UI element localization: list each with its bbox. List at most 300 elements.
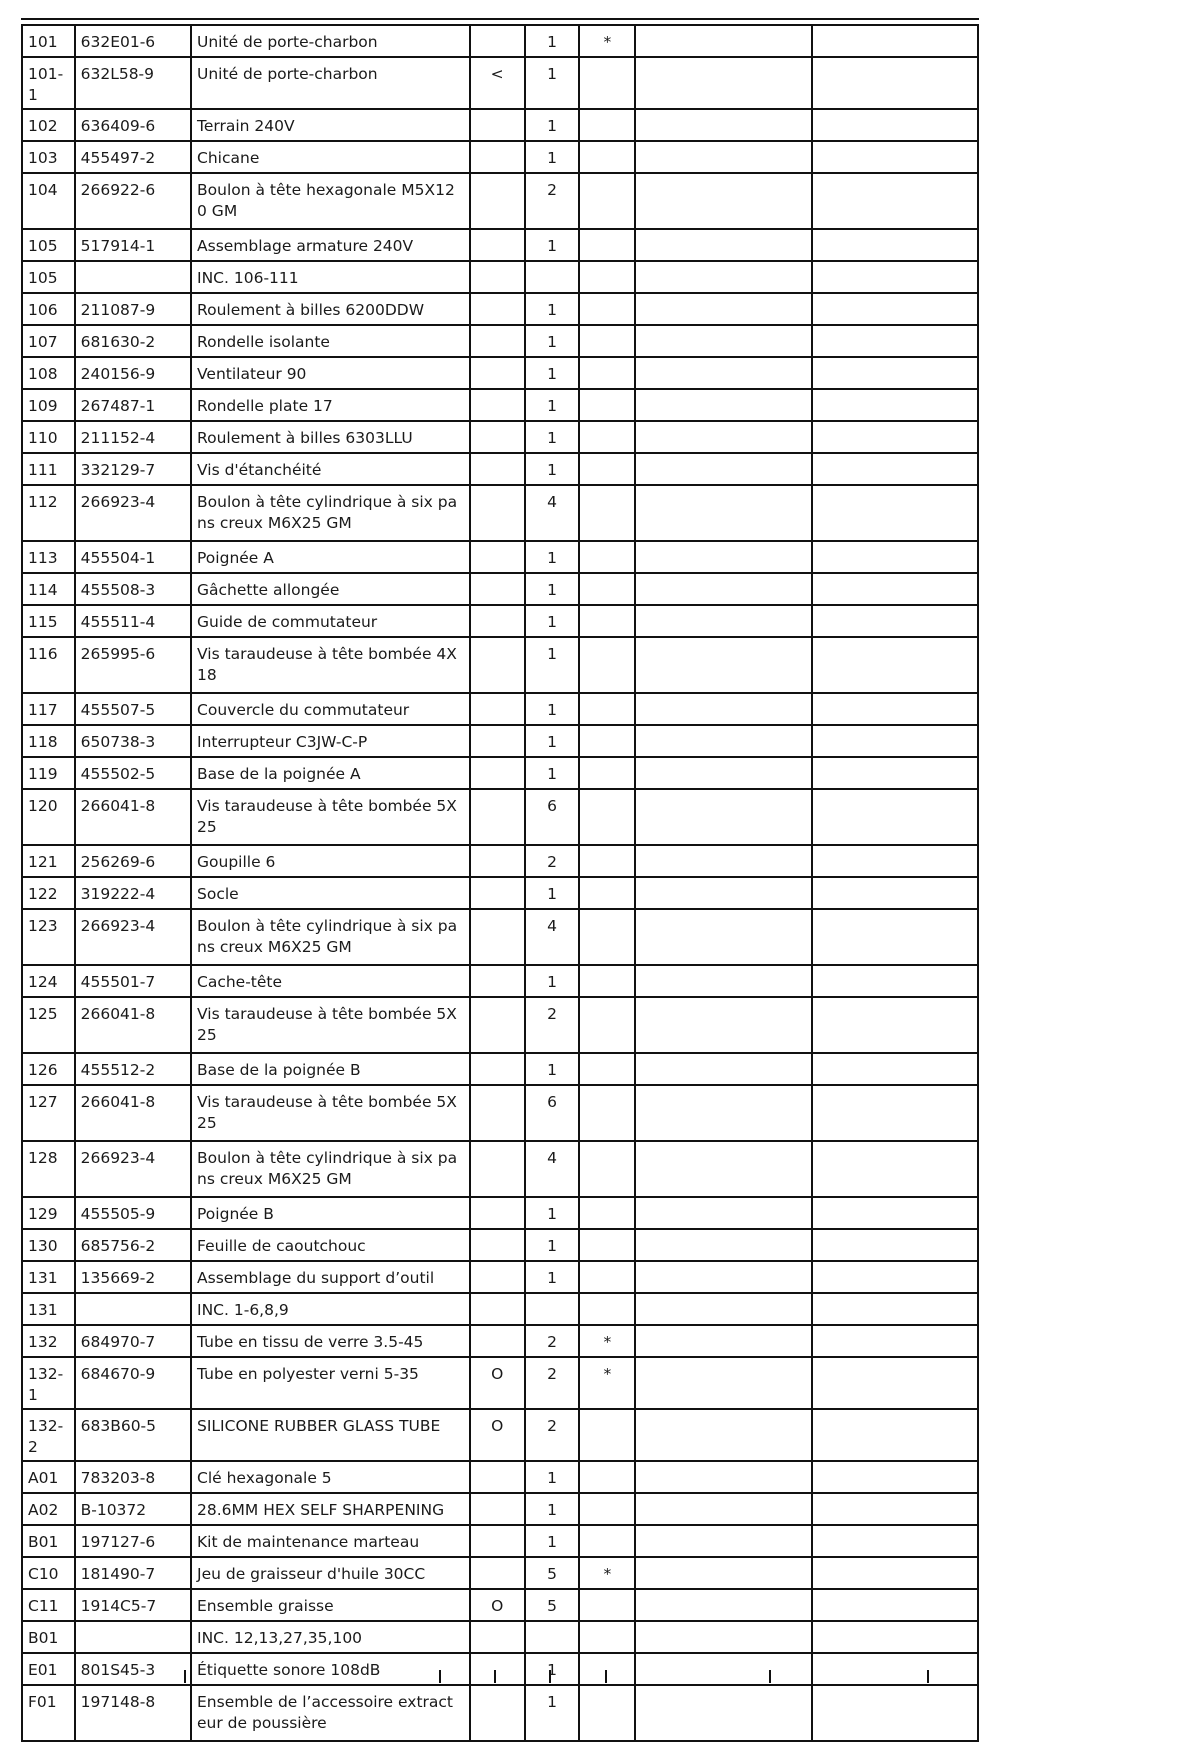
star-mark-cell [579,877,635,909]
table-row [22,109,978,141]
star-mark-cell [579,789,635,845]
empty-cell [635,421,812,453]
table-row [22,1197,978,1229]
quantity-cell: 2 [525,1357,580,1409]
part-number-cell: 455501-7 [75,965,191,997]
empty-cell [635,1525,812,1557]
item-number-cell: 130 [22,1229,75,1261]
empty-cell [812,389,978,421]
item-number-cell: 123 [22,909,75,965]
star-mark-cell [579,725,635,757]
description-cell: Chicane [191,141,470,173]
star-mark-cell [579,1621,635,1653]
empty-cell [812,1409,978,1461]
part-number-cell: 266041-8 [75,997,191,1053]
empty-cell [812,909,978,965]
part-number-cell: 455512-2 [75,1053,191,1085]
star-mark-cell [579,1493,635,1525]
empty-cell [635,25,812,57]
description-cell: Interrupteur C3JW-C-P [191,725,470,757]
note-mark-cell [470,693,525,725]
empty-cell [635,693,812,725]
empty-cell [812,1621,978,1653]
empty-cell [635,1053,812,1085]
quantity-cell: 1 [525,453,580,485]
table-row [22,229,978,261]
item-number-cell: 125 [22,997,75,1053]
item-number-cell: 128 [22,1141,75,1197]
description-cell: Ensemble de l’accessoire extract eur de poussière [191,1685,470,1741]
description-cell: SILICONE RUBBER GLASS TUBE [191,1409,470,1461]
note-mark-cell [470,453,525,485]
table-row [22,357,978,389]
note-mark-cell [470,357,525,389]
note-mark-cell [470,1461,525,1493]
star-mark-cell [579,293,635,325]
empty-cell [635,109,812,141]
quantity-cell: 2 [525,845,580,877]
description-cell: 28.6MM HEX SELF SHARPENING [191,1493,470,1525]
quantity-cell: 1 [525,25,580,57]
part-number-cell: 455505-9 [75,1197,191,1229]
note-mark-cell [470,997,525,1053]
note-mark-cell [470,1493,525,1525]
empty-cell [812,1197,978,1229]
note-mark-cell [470,325,525,357]
empty-cell [812,141,978,173]
note-mark-cell [470,1229,525,1261]
star-mark-cell: * [579,1357,635,1409]
empty-cell [635,1357,812,1409]
star-mark-cell [579,605,635,637]
star-mark-cell [579,997,635,1053]
item-number-cell: 118 [22,725,75,757]
empty-cell [635,485,812,541]
note-mark-cell [470,965,525,997]
item-number-cell: 115 [22,605,75,637]
item-number-cell: 120 [22,789,75,845]
table-row [22,1621,978,1653]
empty-cell [635,725,812,757]
empty-cell [812,57,978,109]
item-number-cell: 106 [22,293,75,325]
part-number-cell: 211087-9 [75,293,191,325]
empty-cell [812,845,978,877]
star-mark-cell [579,1085,635,1141]
table-row [22,1589,978,1621]
description-cell: Vis taraudeuse à tête bombée 5X 25 [191,1085,470,1141]
table-row [22,1525,978,1557]
empty-cell [812,1261,978,1293]
item-number-cell: 105 [22,229,75,261]
star-mark-cell [579,1197,635,1229]
part-number-cell: 684970-7 [75,1325,191,1357]
star-mark-cell [579,1293,635,1325]
table-row [22,173,978,229]
item-number-cell: 110 [22,421,75,453]
table-row [22,1261,978,1293]
table-row [22,1053,978,1085]
item-number-cell: B01 [22,1621,75,1653]
part-number-cell: 455502-5 [75,757,191,789]
item-number-cell: 131 [22,1261,75,1293]
empty-cell [812,1461,978,1493]
quantity-cell: 2 [525,1325,580,1357]
note-mark-cell: O [470,1589,525,1621]
star-mark-cell [579,173,635,229]
quantity-cell: 1 [525,109,580,141]
empty-cell [635,1409,812,1461]
note-mark-cell [470,1197,525,1229]
note-mark-cell [470,485,525,541]
star-mark-cell [579,1589,635,1621]
description-cell: INC. 12,13,27,35,100 [191,1621,470,1653]
quantity-cell: 1 [525,293,580,325]
item-number-cell: 101 [22,25,75,57]
description-cell: Gâchette allongée [191,573,470,605]
empty-cell [635,1293,812,1325]
description-cell: Unité de porte-charbon [191,25,470,57]
note-mark-cell [470,1085,525,1141]
part-number-cell: 256269-6 [75,845,191,877]
part-number-cell: 684670-9 [75,1357,191,1409]
quantity-cell: 2 [525,1409,580,1461]
note-mark-cell [470,421,525,453]
description-cell: Boulon à tête hexagonale M5X12 0 GM [191,173,470,229]
empty-cell [812,1493,978,1525]
table-row [22,637,978,693]
empty-cell [635,453,812,485]
table-row [22,421,978,453]
empty-cell [635,1621,812,1653]
item-number-cell: 127 [22,1085,75,1141]
part-number-cell: 181490-7 [75,1557,191,1589]
quantity-cell: 1 [525,637,580,693]
empty-cell [635,637,812,693]
description-cell: Boulon à tête cylindrique à six pa ns creux M6X25 GM [191,485,470,541]
empty-cell [635,261,812,293]
note-mark-cell [470,1053,525,1085]
item-number-cell: 109 [22,389,75,421]
quantity-cell: 1 [525,1261,580,1293]
star-mark-cell [579,1053,635,1085]
quantity-cell: 1 [525,1461,580,1493]
star-mark-cell [579,141,635,173]
empty-cell [635,141,812,173]
quantity-cell: 1 [525,693,580,725]
table-row [22,1141,978,1197]
description-cell: Étiquette sonore 108dB [191,1653,470,1685]
part-number-cell: 1914C5-7 [75,1589,191,1621]
empty-cell [635,1141,812,1197]
quantity-cell: 1 [525,1197,580,1229]
table-row [22,1461,978,1493]
part-number-cell: 266922-6 [75,173,191,229]
item-number-cell: 119 [22,757,75,789]
table-row [22,997,978,1053]
quantity-cell: 1 [525,965,580,997]
star-mark-cell [579,1525,635,1557]
star-mark-cell [579,693,635,725]
table-row [22,1493,978,1525]
part-number-cell: 197148-8 [75,1685,191,1741]
empty-cell [812,1085,978,1141]
description-cell: Poignée A [191,541,470,573]
part-number-cell: B-10372 [75,1493,191,1525]
note-mark-cell [470,845,525,877]
table-top-border [21,18,979,20]
empty-cell [812,757,978,789]
part-number-cell: 801S45-3 [75,1653,191,1685]
note-mark-cell [470,1261,525,1293]
quantity-cell: 2 [525,173,580,229]
empty-cell [812,693,978,725]
note-mark-cell [470,877,525,909]
part-number-cell: 632E01-6 [75,25,191,57]
part-number-cell: 632L58-9 [75,57,191,109]
empty-cell [635,757,812,789]
star-mark-cell: * [579,1557,635,1589]
item-number-cell: 111 [22,453,75,485]
item-number-cell: C10 [22,1557,75,1589]
part-number-cell: 266923-4 [75,485,191,541]
item-number-cell: 116 [22,637,75,693]
quantity-cell: 5 [525,1557,580,1589]
note-mark-cell [470,141,525,173]
star-mark-cell [579,1409,635,1461]
quantity-cell: 4 [525,485,580,541]
empty-cell [635,1461,812,1493]
empty-cell [635,965,812,997]
note-mark-cell [470,229,525,261]
item-number-cell: E01 [22,1653,75,1685]
empty-cell [635,573,812,605]
star-mark-cell [579,845,635,877]
table-row [22,541,978,573]
quantity-cell: 1 [525,541,580,573]
empty-cell [812,573,978,605]
part-number-cell: 636409-6 [75,109,191,141]
quantity-cell: 4 [525,1141,580,1197]
empty-cell [635,357,812,389]
quantity-cell: 1 [525,573,580,605]
part-number-cell: 135669-2 [75,1261,191,1293]
empty-cell [812,1229,978,1261]
empty-cell [635,173,812,229]
table-row [22,757,978,789]
note-mark-cell [470,1525,525,1557]
note-mark-cell [470,725,525,757]
empty-cell [812,1053,978,1085]
quantity-cell [525,1293,580,1325]
quantity-cell: 1 [525,389,580,421]
star-mark-cell [579,965,635,997]
parts-list-sheet [21,24,979,1742]
table-row [22,845,978,877]
note-mark-cell [470,1141,525,1197]
description-cell: Assemblage armature 240V [191,229,470,261]
note-mark-cell [470,1621,525,1653]
star-mark-cell [579,637,635,693]
item-number-cell: A01 [22,1461,75,1493]
description-cell: Boulon à tête cylindrique à six pa ns creux M6X25 GM [191,909,470,965]
star-mark-cell [579,541,635,573]
star-mark-cell [579,261,635,293]
note-mark-cell [470,909,525,965]
item-number-cell: 107 [22,325,75,357]
table-row [22,693,978,725]
star-mark-cell [579,1685,635,1741]
star-mark-cell [579,1141,635,1197]
table-row [22,605,978,637]
table-row [22,725,978,757]
table-row [22,877,978,909]
star-mark-cell [579,573,635,605]
quantity-cell: 1 [525,357,580,389]
description-cell: Cache-tête [191,965,470,997]
note-mark-cell [470,757,525,789]
item-number-cell: 121 [22,845,75,877]
quantity-cell: 1 [525,421,580,453]
star-mark-cell [579,109,635,141]
star-mark-cell [579,229,635,261]
quantity-cell: 1 [525,1229,580,1261]
description-cell: Socle [191,877,470,909]
item-number-cell: B01 [22,1525,75,1557]
part-number-cell: 265995-6 [75,637,191,693]
item-number-cell: 132-2 [22,1409,75,1461]
description-cell: INC. 1-6,8,9 [191,1293,470,1325]
note-mark-cell: < [470,57,525,109]
empty-cell [812,725,978,757]
table-row [22,485,978,541]
note-mark-cell [470,789,525,845]
description-cell: Base de la poignée A [191,757,470,789]
empty-cell [812,421,978,453]
quantity-cell: 1 [525,57,580,109]
empty-cell [635,1197,812,1229]
item-number-cell: 124 [22,965,75,997]
star-mark-cell: * [579,25,635,57]
star-mark-cell [579,909,635,965]
description-cell: Couvercle du commutateur [191,693,470,725]
item-number-cell: 114 [22,573,75,605]
item-number-cell: 131 [22,1293,75,1325]
empty-cell [812,1557,978,1589]
description-cell: Jeu de graisseur d'huile 30CC [191,1557,470,1589]
description-cell: Rondelle plate 17 [191,389,470,421]
empty-cell [812,605,978,637]
empty-cell [812,1293,978,1325]
table-row [22,57,978,109]
quantity-cell: 1 [525,1653,580,1685]
empty-cell [635,1325,812,1357]
empty-cell [635,229,812,261]
empty-cell [635,845,812,877]
empty-cell [635,57,812,109]
description-cell: Vis taraudeuse à tête bombée 5X 25 [191,997,470,1053]
item-number-cell: 108 [22,357,75,389]
note-mark-cell: O [470,1357,525,1409]
description-cell: Tube en polyester verni 5-35 [191,1357,470,1409]
star-mark-cell [579,1229,635,1261]
empty-cell [812,1685,978,1741]
item-number-cell: 105 [22,261,75,293]
description-cell: Roulement à billes 6200DDW [191,293,470,325]
quantity-cell: 6 [525,789,580,845]
empty-cell [635,1589,812,1621]
empty-cell [812,173,978,229]
quantity-cell: 1 [525,725,580,757]
table-row [22,1085,978,1141]
star-mark-cell [579,757,635,789]
note-mark-cell [470,261,525,293]
empty-cell [812,877,978,909]
table-row [22,909,978,965]
empty-cell [812,1325,978,1357]
star-mark-cell [579,357,635,389]
star-mark-cell [579,421,635,453]
description-cell: Assemblage du support d’outil [191,1261,470,1293]
empty-cell [635,293,812,325]
item-number-cell: C11 [22,1589,75,1621]
table-row [22,1293,978,1325]
empty-cell [812,637,978,693]
item-number-cell: 117 [22,693,75,725]
table-row [22,1357,978,1409]
empty-cell [812,1525,978,1557]
description-cell: Ventilateur 90 [191,357,470,389]
quantity-cell: 6 [525,1085,580,1141]
quantity-cell: 5 [525,1589,580,1621]
description-cell: Ensemble graisse [191,1589,470,1621]
description-cell: Terrain 240V [191,109,470,141]
quantity-cell: 1 [525,1525,580,1557]
part-number-cell: 681630-2 [75,325,191,357]
star-mark-cell [579,325,635,357]
description-cell: Base de la poignée B [191,1053,470,1085]
empty-cell [635,997,812,1053]
table-row [22,261,978,293]
table-row [22,325,978,357]
item-number-cell: 102 [22,109,75,141]
description-cell: Goupille 6 [191,845,470,877]
part-number-cell [75,1293,191,1325]
part-number-cell: 650738-3 [75,725,191,757]
empty-cell [812,261,978,293]
part-number-cell: 240156-9 [75,357,191,389]
star-mark-cell [579,1261,635,1293]
description-cell: Unité de porte-charbon [191,57,470,109]
empty-cell [635,1493,812,1525]
star-mark-cell [579,485,635,541]
quantity-cell: 1 [525,141,580,173]
part-number-cell: 197127-6 [75,1525,191,1557]
note-mark-cell [470,25,525,57]
note-mark-cell [470,173,525,229]
empty-cell [635,1261,812,1293]
description-cell: Vis taraudeuse à tête bombée 5X 25 [191,789,470,845]
part-number-cell: 266923-4 [75,1141,191,1197]
note-mark-cell [470,1685,525,1741]
table-row [22,573,978,605]
description-cell: Clé hexagonale 5 [191,1461,470,1493]
item-number-cell: 126 [22,1053,75,1085]
note-mark-cell: O [470,1409,525,1461]
note-mark-cell [470,1325,525,1357]
item-number-cell: 132-1 [22,1357,75,1409]
quantity-cell [525,261,580,293]
